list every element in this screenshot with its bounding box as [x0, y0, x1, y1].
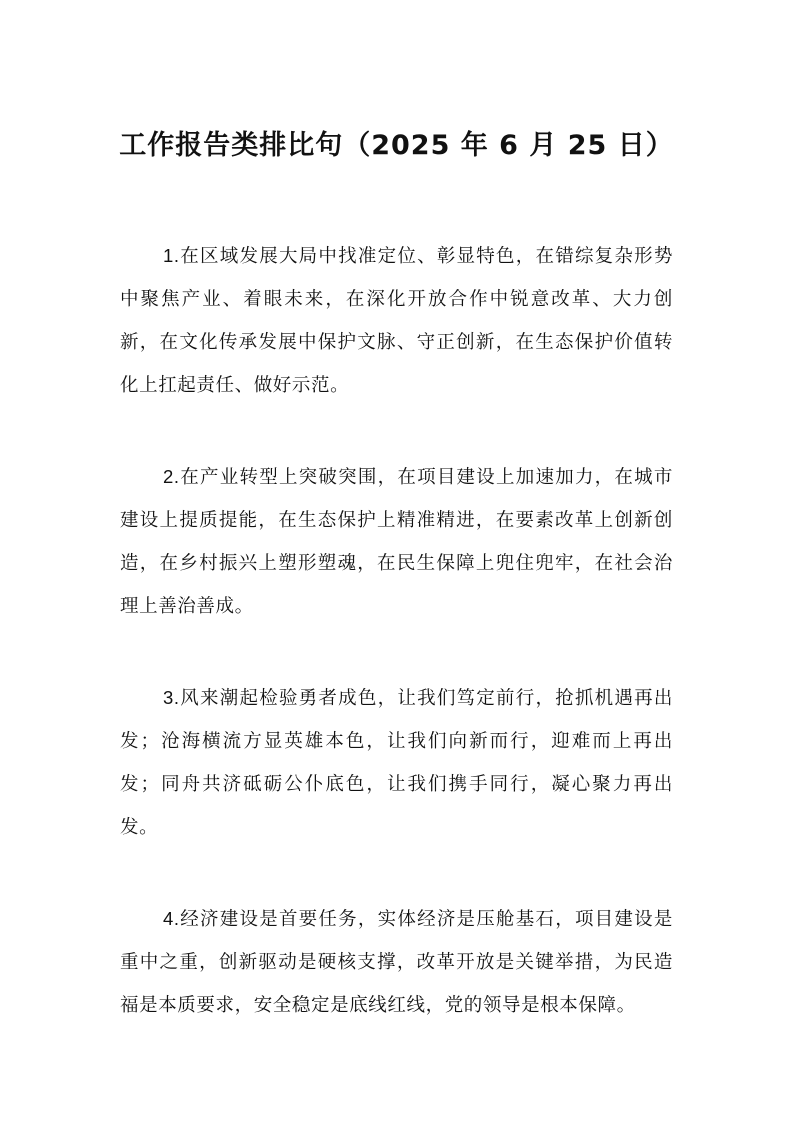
paragraph-1	[120, 234, 673, 407]
paragraph-3	[120, 676, 673, 849]
paragraph-number: 4.	[163, 908, 180, 929]
paragraph-2	[120, 455, 673, 628]
paragraph-number: 1.	[163, 245, 180, 266]
paragraph-4	[120, 897, 673, 1027]
paragraph-number: 3.	[163, 687, 180, 708]
paragraph-text: 在区域发展大局中找准定位、彰显特色，在错综复杂形势中聚焦产业、着眼未来，在深化开放合作中锐意改革、大力创新，在文化传承发展中保护文脉、守正创新，在生态保护价值转化上扛起责任、做好示范。	[120, 246, 673, 396]
paragraph-text: 风来潮起检验勇者成色，让我们笃定前行，抢抓机遇再出发；沧海横流方显英雄本色，让我们向新而行，迎难而上再出发；同舟共济砥砺公仆底色，让我们携手同行，凝心聚力再出发。	[120, 688, 673, 838]
document-title: 工作报告类排比句（2025 年 6 月 25 日）	[119, 130, 674, 161]
document-body	[120, 234, 673, 1075]
paragraph-text: 经济建设是首要任务，实体经济是压舱基石，项目建设是重中之重，创新驱动是硬核支撑，改革开放是关键举措，为民造福是本质要求，安全稳定是底线红线，党的领导是根本保障。	[120, 909, 673, 1016]
paragraph-number: 2.	[163, 466, 180, 487]
paragraph-text: 在产业转型上突破突围，在项目建设上加速加力，在城市建设上提质提能，在生态保护上精准精进，在要素改革上创新创造，在乡村振兴上塑形塑魂，在民生保障上兜住兜牢，在社会治理上善治善成。	[120, 467, 673, 617]
